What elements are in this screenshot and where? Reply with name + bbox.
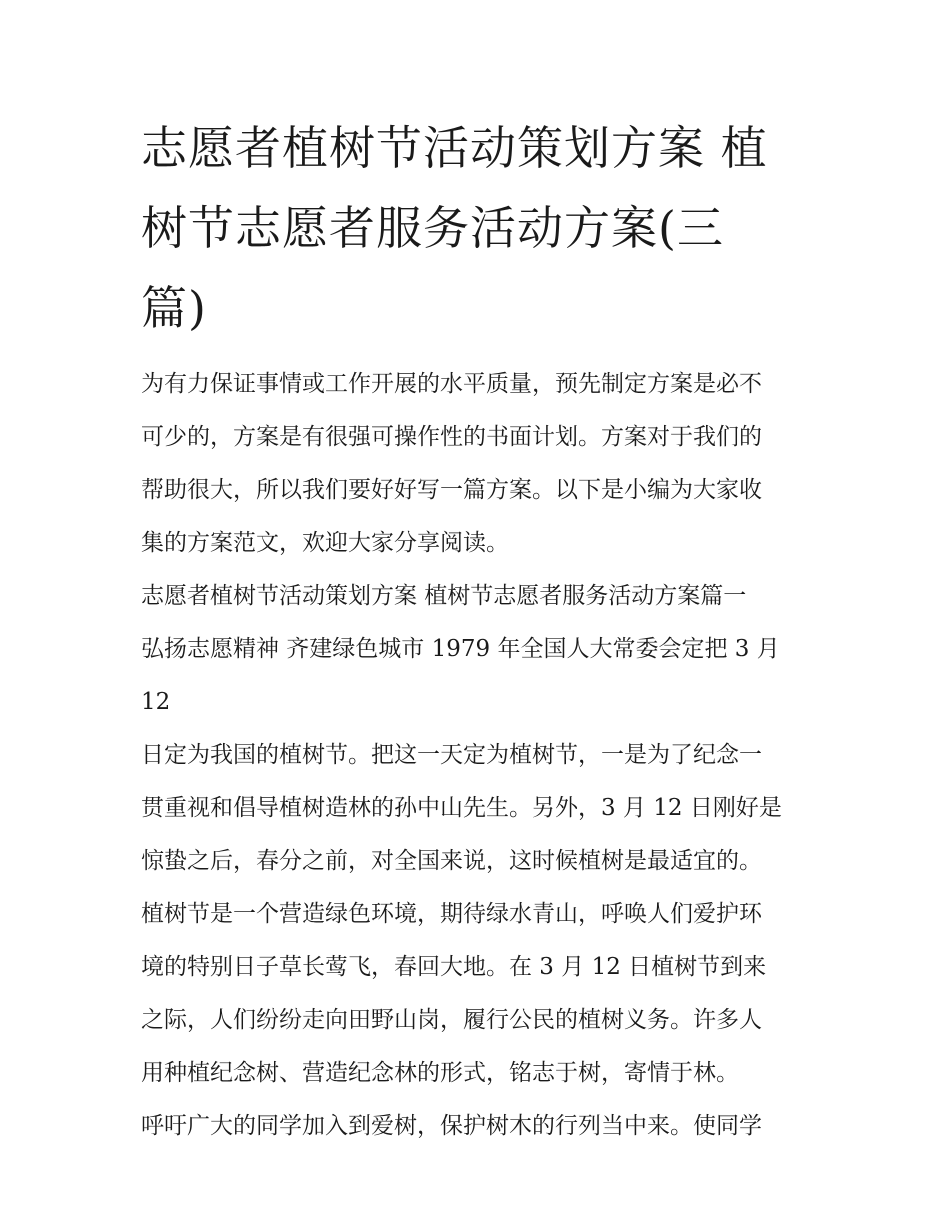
- body-line: 境的特别日子草长莺飞，春回大地。在 3 月 12 日植树节到来: [141, 954, 767, 980]
- title-line: 志愿者植树节活动策划方案 植: [141, 121, 768, 175]
- document-title: [141, 108, 821, 348]
- body-line: 弘扬志愿精神 齐建绿色城市 1979 年全国人大常委会定把 3 月: [141, 636, 780, 662]
- body-line: 可少的，方案是有很强可操作性的书面计划。方案对于我们的: [141, 424, 762, 450]
- section-heading: 志愿者植树节活动策划方案 植树节志愿者服务活动方案篇一: [141, 583, 747, 609]
- body-line: 12: [141, 689, 171, 715]
- body-line: 之际，人们纷纷走向田野山岗，履行公民的植树义务。许多人: [141, 1007, 762, 1033]
- body-line: 植树节是一个营造绿色环境，期待绿水青山，呼唤人们爱护环: [141, 901, 762, 927]
- body-line: 呼吁广大的同学加入到爱树，保护树木的行列当中来。使同学: [141, 1113, 762, 1139]
- document-body: [141, 358, 821, 1153]
- body-line: 贯重视和倡导植树造林的孙中山先生。另外，3 月 12 日刚好是: [141, 795, 782, 821]
- body-line: 为有力保证事情或工作开展的水平质量，预先制定方案是必不: [141, 371, 762, 397]
- body-line: 日定为我国的植树节。把这一天定为植树节，一是为了纪念一: [141, 742, 762, 768]
- title-line: 篇): [141, 281, 207, 335]
- body-line: 帮助很大，所以我们要好好写一篇方案。以下是小编为大家收: [141, 477, 762, 503]
- title-line: 树节志愿者服务活动方案(三: [141, 201, 724, 255]
- body-line: 惊蛰之后，春分之前，对全国来说，这时候植树是最适宜的。: [141, 848, 762, 874]
- body-line: 用种植纪念树、营造纪念林的形式，铭志于树，寄情于林。: [141, 1060, 739, 1086]
- document-page: [141, 108, 821, 1153]
- body-line: 集的方案范文，欢迎大家分享阅读。: [141, 530, 509, 556]
